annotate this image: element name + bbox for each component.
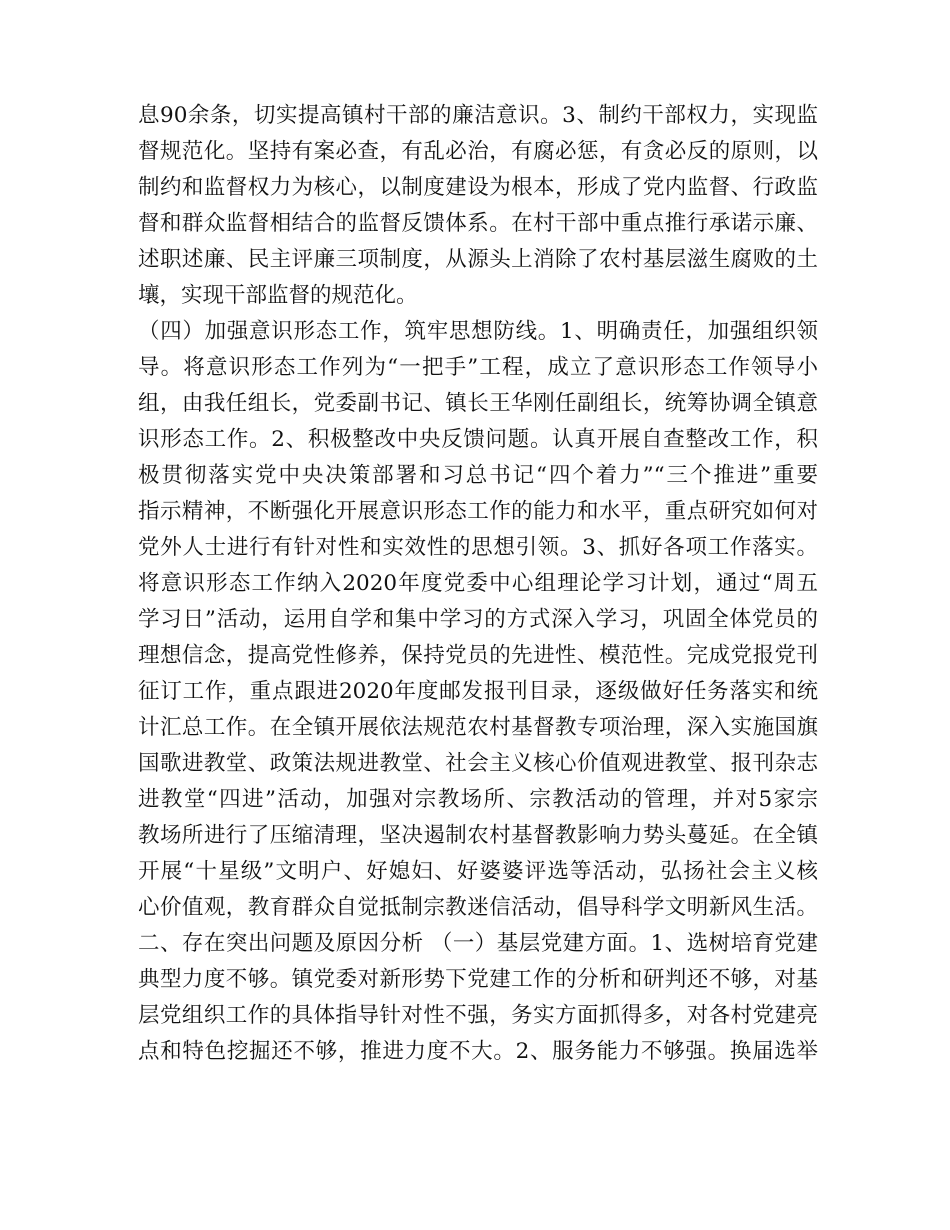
- text-line: 识形态工作。2、积极整改中央反馈问题。认真开展自查整改工作，积: [138, 427, 818, 452]
- text-line: 导。将意识形态工作列为“一把手”工程，成立了意识形态工作领导小: [138, 355, 818, 380]
- text-line: 教场所进行了压缩清理，坚决遏制农村基督教影响力势头蔓延。在全镇: [138, 823, 818, 848]
- document-body: [138, 98, 818, 1070]
- text-line: 学习日”活动，运用自学和集中学习的方式深入学习，巩固全体党员的: [138, 607, 818, 632]
- text-line: 制约和监督权力为核心，以制度建设为根本，形成了党内监督、行政监: [138, 175, 818, 200]
- text-line: 党外人士进行有针对性和实效性的思想引领。3、抓好各项工作落实。: [138, 535, 818, 560]
- text-line: 指示精神，不断强化开展意识形态工作的能力和水平，重点研究如何对: [138, 499, 818, 524]
- text-line: 极贯彻落实党中央决策部署和习总书记“四个着力”“三个推进”重要: [138, 463, 818, 488]
- text-line: 督规范化。坚持有案必查，有乱必治，有腐必惩，有贪必反的原则，以: [138, 139, 818, 164]
- text-line: 征订工作，重点跟进2020年度邮发报刊目录，逐级做好任务落实和统: [138, 679, 818, 704]
- text-line: 壤，实现干部监督的规范化。: [138, 283, 418, 308]
- text-line: 心价值观，教育群众自觉抵制宗教迷信活动，倡导科学文明新风生活。: [138, 895, 818, 920]
- text-line: 开展“十星级”文明户、好媳妇、好婆婆评选等活动，弘扬社会主义核: [138, 859, 818, 884]
- text-line: 督和群众监督相结合的监督反馈体系。在村干部中重点推行承诺示廉、: [138, 211, 818, 236]
- text-line: 理想信念，提高党性修养，保持党员的先进性、模范性。完成党报党刊: [138, 643, 818, 668]
- text-line: 层党组织工作的具体指导针对性不强，务实方面抓得多，对各村党建亮: [138, 1003, 818, 1028]
- text-line: 国歌进教堂、政策法规进教堂、社会主义核心价值观进教堂、报刊杂志: [138, 751, 818, 776]
- text-line: 进教堂“四进”活动，加强对宗教场所、宗教活动的管理，并对5家宗: [138, 787, 818, 812]
- text-line: 计汇总工作。在全镇开展依法规范农村基督教专项治理，深入实施国旗: [138, 715, 818, 740]
- text-line: 将意识形态工作纳入2020年度党委中心组理论学习计划，通过“周五: [138, 571, 818, 596]
- text-line: 组，由我任组长，党委副书记、镇长王华刚任副组长，统筹协调全镇意: [138, 391, 818, 416]
- text-line: 述职述廉、民主评廉三项制度，从源头上消除了农村基层滋生腐败的土: [138, 247, 818, 272]
- text-line: 点和特色挖掘还不够，推进力度不大。2、服务能力不够强。换届选举: [138, 1039, 818, 1064]
- text-line: 息90余条，切实提高镇村干部的廉洁意识。3、制约干部权力，实现监: [138, 103, 818, 128]
- text-line: 典型力度不够。镇党委对新形势下党建工作的分析和研判还不够，对基: [138, 967, 818, 992]
- text-line: 二、存在突出问题及原因分析 （一）基层党建方面。1、选树培育党建: [138, 931, 818, 956]
- text-line: （四）加强意识形态工作，筑牢思想防线。1、明确责任，加强组织领: [138, 319, 818, 344]
